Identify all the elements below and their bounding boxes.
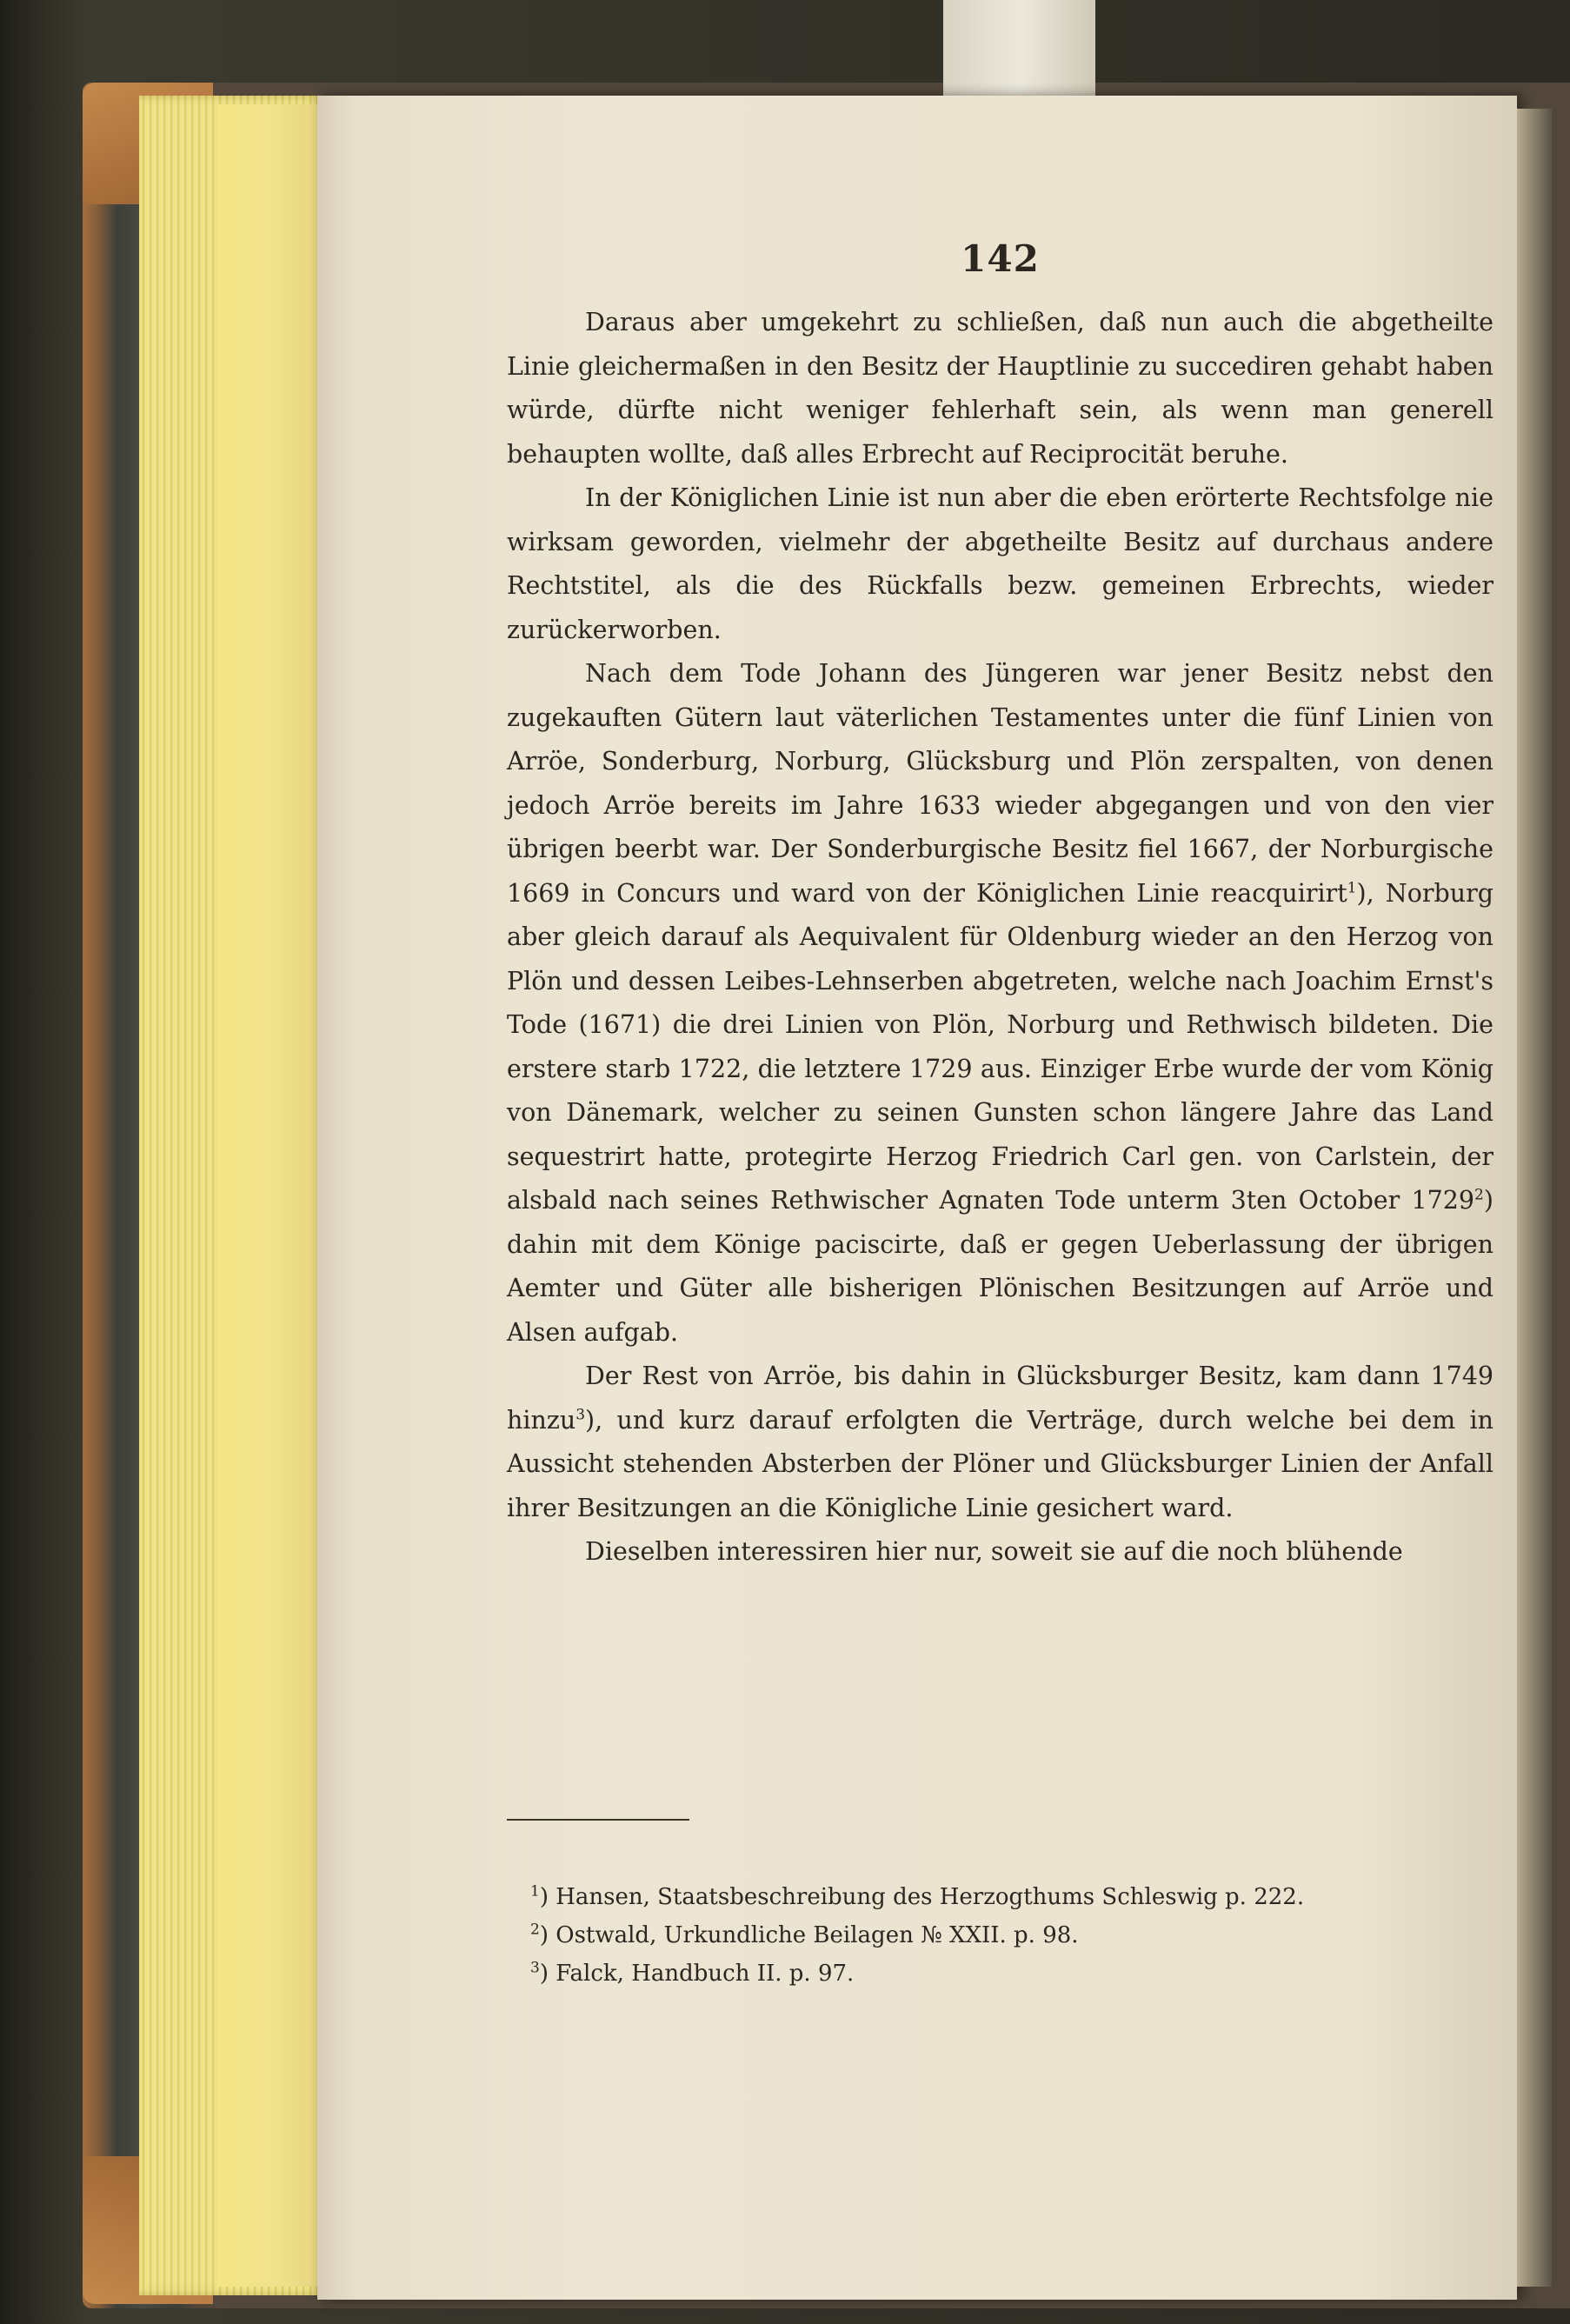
paragraph-1: Daraus aber umgekehrt zu schließen, daß nun auch die abgetheilte Linie gleichermaßen in den Besitz der Hauptlinie zu succediren gehabt haben würde, dürfte nicht weniger fehlerhaft sein, als wenn man generell behaupten wollte, daß alles Erbrecht auf Reciprocität beruhe. xyxy=(507,308,1493,469)
footnote-ref-3: 3 xyxy=(575,1406,586,1423)
footnote-3: $^3$) Falck, Handbuch II. p. 97. xyxy=(530,1959,855,1987)
footnote-mark: 1 xyxy=(530,1882,540,1901)
footnote-mark: 2 xyxy=(530,1921,540,1939)
footnote-ref-1: 1 xyxy=(1347,879,1357,896)
paragraph-3-cont2: ) dahin mit dem Könige paciscirte, daß er gegen Ueberlassung der übrigen Aemter und Güter alle bisherigen Plönischen Besitzungen auf Arröe und Alsen aufgab. xyxy=(507,1186,1493,1347)
footnote-text: Falck, Handbuch II. p. 97. xyxy=(555,1961,855,1987)
footnote-divider xyxy=(507,1819,689,1821)
paragraph-4-text: Der Rest von Arröe, bis dahin in Glücksburger Besitz, kam dann 1749 hinzu xyxy=(507,1362,1493,1435)
footnotes xyxy=(530,1878,1487,1993)
paragraph-5: Dieselben interessiren hier nur, soweit sie auf die noch blühende xyxy=(585,1537,1403,1566)
paragraph-3 xyxy=(507,652,1493,1355)
footnote-mark: 3 xyxy=(530,1959,540,1977)
paragraph-4 xyxy=(507,1355,1493,1530)
paragraph-3-cont: ), Norburg aber gleich darauf als Aequivalent für Oldenburg wieder an den Herzog von Plön und dessen Leibes-Lehnserben abgetreten, welche nach Joachim Ernst's Tode (1671) die drei Linien von Plön, Norburg und Rethwisch bildeten. Die erstere starb 1722, die letztere 1729 aus. Einziger Erbe wurde der vom König von Dänemark, welcher zu seinen Gunsten schon längere Jahre das Land sequestrirt hatte, protegirte Herzog Friedrich Carl gen. von Carlstein, der alsbald nach seines Rethwischer Agnaten Tode unterm 3ten October 1729 xyxy=(507,878,1493,1215)
paragraph-3-text: Nach dem Tode Johann des Jüngeren war jener Besitz nebst den zugekauften Gütern laut väterlichen Testamentes unter die fünf Linien von Arröe, Sonderburg, Norburg, Glücksburg und Plön zerspalten, von denen jedoch Arröe bereits im Jahre 1633 wieder abgegangen und von den vier übrigen beerbt war. Der Sonderburgische Besitz fiel 1667, der Norburgische 1669 in Concurs und ward von der Königlichen Linie reacquirirt xyxy=(507,659,1493,908)
paragraph-2: In der Königlichen Linie ist nun aber die eben erörterte Rechtsfolge nie wirksam geworden, vielmehr der abgetheilte Besitz auf durchaus andere Rechtstitel, als die des Rückfalls bezw. gemeinen Erbrechts, wieder zurückerworben. xyxy=(507,483,1493,644)
page-right-edge xyxy=(1517,109,1552,2287)
footnote-2: $^2$) Ostwald, Urkundliche Beilagen № XXII. p. 98. xyxy=(530,1921,1079,1948)
page-number: 142 xyxy=(961,237,1040,280)
page-edges-inner xyxy=(217,104,322,2287)
main-text-block xyxy=(507,233,1493,1575)
footnote-text: Hansen, Staatsbeschreibung des Herzogthums Schleswig p. 222. xyxy=(555,1884,1305,1910)
body-text xyxy=(507,301,1493,1575)
paragraph-4-cont: ), und kurz darauf erfolgten die Verträge, durch welche bei dem in Aussicht stehenden Absterben der Plöner und Glücksburger Linien der Anfall ihrer Besitzungen an die Königliche Linie gesichert ward. xyxy=(507,1405,1493,1522)
footnote-ref-2: 2 xyxy=(1474,1186,1484,1204)
bookmark-ribbon xyxy=(943,0,1095,100)
footnote-1: $^1$) Hansen, Staatsbeschreibung des Herzogthums Schleswig p. 222. xyxy=(530,1882,1305,1910)
footnote-text: Ostwald, Urkundliche Beilagen № XXII. p. 98. xyxy=(555,1922,1079,1948)
